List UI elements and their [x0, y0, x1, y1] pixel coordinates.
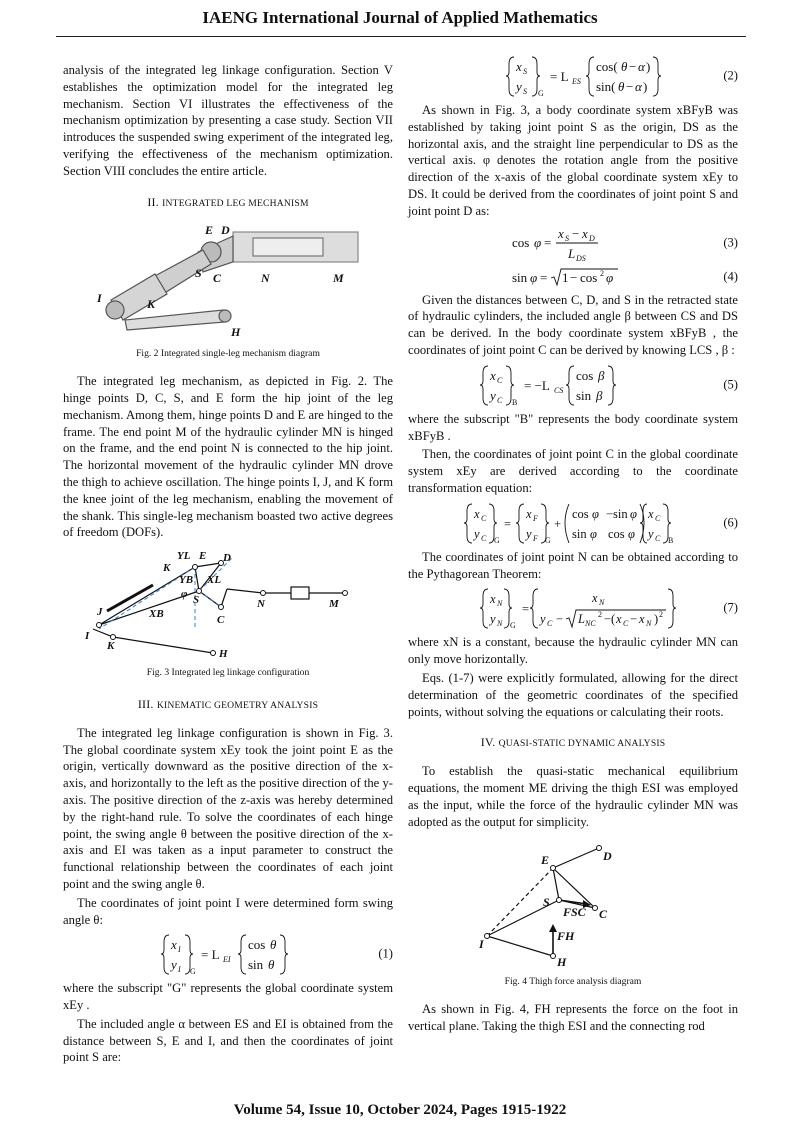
constant-xn-paragraph: where xN is a constant, because the hydraulic cylinder MN can only move horizontally. [408, 635, 738, 667]
pythagorean-paragraph: The coordinates of joint point N can be obtained according to the Pythagorean Theorem: [408, 549, 738, 581]
svg-text:θ: θ [268, 957, 275, 973]
svg-text:α: α [638, 59, 645, 74]
fig3-label-s: S [193, 594, 200, 607]
svg-text:x: x [558, 225, 564, 241]
svg-text:=: = [544, 234, 552, 250]
equation-1 [63, 932, 393, 976]
figure-4 [408, 844, 738, 970]
equation-6-formula [408, 501, 698, 545]
subscript-b-paragraph: where the subscript "B" represents the body coordinate system xBFyB . [408, 411, 738, 443]
fig4-description-paragraph: As shown in Fig. 4, FH represents the force on the foot in vertical plane. Taking the thigh ESI and the connecting rod [408, 1002, 738, 1033]
kinematics-paragraph-3: where the subscript "G" represents the global coordinate system xEy . [63, 981, 393, 1013]
equation-2-formula [408, 54, 698, 98]
svg-text:y: y [648, 526, 654, 541]
svg-text:C: C [547, 619, 553, 629]
section-4-heading [408, 734, 738, 753]
svg-text:C: C [655, 533, 661, 543]
svg-text:= L: = L [201, 947, 220, 963]
equation-5 [408, 363, 738, 407]
fig3-label-h: H [219, 648, 228, 661]
fig3-label-phi: φ [181, 588, 188, 601]
fig2-label-d: D [221, 223, 230, 238]
fig2-label-c: C [213, 271, 222, 286]
equation-6-number: (6) [723, 515, 738, 530]
quasi-static-paragraph: To establish the quasi-static mechanical equilibrium equations, the moment ME driving the thigh ESI was employed as the input, while the force of the hydraulic cylinder MN was adopted as the output for simplicity. [408, 764, 738, 829]
svg-text:−: − [629, 59, 637, 74]
svg-text:C: C [497, 395, 503, 405]
svg-text:B: B [512, 397, 518, 407]
mechanism-paragraph: The integrated leg mechanism, as depicted in Fig. 2. The hinge points D, C, S, and E form the hip joint of the leg mechanism. Among them, hinge points D and E are hinged to the frame. The end point M of the hydraulic cylinder MN is hinged on the frame, and the end point N is connected to the hip joint. The horizontal movement of the hydraulic cylinder MN drove the thigh to achieve oscillation. The hinge points I, J, and K form the knee joint of the leg mechanism, enabling the movement of the shank. This single-leg mechanism boasted two active degrees of freedom (DOFs). [63, 374, 393, 540]
equation-2-number: (2) [723, 68, 738, 83]
svg-text:β: β [598, 367, 605, 383]
fig2-label-n: N [261, 271, 270, 286]
equation-3-number: (3) [723, 235, 738, 250]
fig4-label-i: I [479, 937, 484, 952]
svg-text:cos: cos [248, 937, 266, 953]
equation-5-number: (5) [723, 377, 738, 392]
svg-text:−: − [556, 612, 564, 627]
svg-text:φ: φ [606, 269, 614, 285]
svg-text:NC: NC [585, 619, 596, 629]
fig3-label-i: I [85, 630, 90, 643]
svg-text:N: N [599, 598, 605, 608]
fig4-label-s: S [543, 895, 550, 910]
svg-text:sin: sin [512, 269, 528, 285]
svg-text:x: x [526, 506, 532, 521]
svg-text:S: S [523, 87, 527, 96]
svg-text:sin: sin [572, 526, 587, 541]
fig4-label-h: H [557, 955, 567, 969]
fig2-mechanism-drawing [93, 222, 363, 340]
svg-text:θ: θ [621, 59, 628, 74]
svg-text:2: 2 [600, 268, 604, 278]
svg-text:x: x [639, 612, 645, 627]
svg-text:φ: φ [592, 506, 599, 521]
fig3-label-j: J [97, 606, 103, 619]
eqs-summary-paragraph: Eqs. (1-7) were explicitly formulated, allowing for the direct determination of the geometric coordinates of the specified points, without solving the equations or calculating their roots. [408, 670, 738, 719]
section-title: QUASI-STATIC DYNAMIC ANALYSIS [498, 738, 666, 750]
intro-paragraph: analysis of the integrated leg linkage configuration. Section V establishes the optimization model for the integrated leg mechanism. Section VI illustrates the effectiveness of the mechanism optimization by presenting a case study. Section VII introduces the suspended swing experiment of the integrated leg, verifying the effectiveness of the mechanism optimization. Section VIII concludes the entire article. [63, 63, 393, 178]
svg-text:C: C [481, 533, 487, 543]
svg-text:y: y [540, 612, 546, 627]
fig3-label-yb: YB [179, 574, 194, 587]
svg-text:F: F [533, 513, 538, 523]
fig3-label-d: D [223, 552, 231, 565]
svg-text:C: C [481, 513, 487, 523]
svg-text:G: G [545, 535, 551, 545]
equation-7-number: (7) [723, 600, 738, 615]
svg-text:y: y [526, 526, 532, 541]
section-title: INTEGRATED LEG MECHANISM [162, 197, 309, 209]
svg-text:=: = [540, 269, 548, 285]
svg-text:): ) [643, 79, 648, 94]
svg-text:1: 1 [562, 269, 569, 285]
fig4-label-c: C [599, 907, 608, 922]
equation-2 [408, 54, 738, 98]
svg-text:C: C [655, 513, 661, 523]
svg-text:2: 2 [659, 610, 663, 620]
header-rule [56, 36, 746, 37]
svg-text:−: − [572, 225, 580, 241]
svg-text:F: F [533, 533, 538, 543]
fig2-label-h: H [231, 325, 241, 340]
fig3-caption: Fig. 3 Integrated leg linkage configuration [146, 667, 310, 679]
equation-4-formula [408, 266, 698, 288]
svg-text:S: S [565, 233, 569, 243]
svg-text:I: I [178, 945, 181, 955]
svg-text:y: y [171, 957, 177, 973]
fig3-label-yl: YL [177, 550, 191, 563]
fig3-label-m: M [329, 598, 339, 611]
section-number: IV. [480, 735, 496, 750]
svg-text:): ) [646, 59, 651, 74]
svg-text:−: − [626, 79, 634, 94]
equation-7 [408, 586, 738, 630]
body-frame-paragraph: As shown in Fig. 3, a body coordinate system xBFyB was established by taking joint point S as the origin, DS as the horizontal axis, and the straight line perpendicular to DS as the vertical axis. φ denotes the rotation angle from the positive direction of the x-axis of the global coordinate system xEy to DS. It could be derived from the coordinates of joint point S and joint point D as: [408, 103, 738, 218]
fig3-label-c: C [217, 614, 225, 627]
svg-text:EI: EI [223, 955, 231, 965]
fig3-label-xb: XB [149, 608, 164, 621]
fig2-caption: Fig. 2 Integrated single-leg mechanism diagram [136, 348, 320, 360]
svg-text:−(: −( [604, 612, 616, 627]
fig2-label-i: I [97, 291, 102, 306]
right-column [408, 50, 738, 1037]
svg-text:N: N [497, 599, 503, 609]
svg-text:ES: ES [572, 77, 581, 86]
svg-text:φ: φ [530, 269, 538, 285]
svg-text:−: − [570, 269, 578, 285]
svg-text:x: x [490, 367, 496, 383]
svg-text:y: y [516, 79, 522, 94]
svg-text:G: G [494, 535, 500, 545]
svg-text:cos: cos [608, 526, 625, 541]
fig2-label-k: K [147, 297, 156, 312]
svg-text:2: 2 [598, 610, 602, 620]
svg-text:y: y [490, 612, 496, 627]
svg-text:sin: sin [576, 387, 592, 403]
svg-text:φ: φ [630, 506, 637, 521]
svg-text:cos: cos [580, 269, 598, 285]
svg-text:x: x [616, 612, 622, 627]
kinematics-paragraph-1: The integrated leg linkage configuration is shown in Fig. 3. The global coordinate system xEy took the joint point E as the origin, vertically downward as the positive direction of the x-axis, and horizontally to the left as the positive direction of the y-axis. The positive direction of the z-axis was hereby determined by the right-hand rule. To solve the coordinates of each hinge point, the swing angle θ between the positive direction of the x-axis and EI was taken as a input parameter to construct the functional relationship between the coordinates of each joint point and the swing angle θ. [63, 725, 393, 891]
equation-4 [408, 266, 738, 288]
svg-text:sin: sin [248, 957, 264, 973]
svg-text:y: y [474, 526, 480, 541]
svg-text:=: = [522, 602, 530, 617]
svg-text:S: S [523, 67, 527, 76]
section-title: KINEMATIC GEOMETRY ANALYSIS [156, 699, 319, 711]
kinematics-paragraph-4: The included angle α between ES and EI is obtained from the distance between S, E and I, and then the coordinates of joint point S are: [63, 1016, 393, 1065]
svg-text:=: = [504, 516, 512, 531]
svg-text:DS: DS [576, 253, 586, 262]
fig4-label-e: E [541, 853, 550, 868]
svg-text:cos: cos [576, 367, 594, 383]
equation-3-formula [408, 224, 698, 262]
svg-text:G: G [510, 621, 516, 631]
svg-text:x: x [474, 506, 480, 521]
svg-text:β: β [596, 387, 603, 403]
svg-text:N: N [497, 619, 503, 629]
svg-text:x: x [171, 937, 177, 953]
svg-text:x: x [582, 225, 588, 241]
svg-text:θ: θ [270, 937, 277, 953]
included-angle-paragraph: Given the distances between C, D, and S in the retracted state of hydraulic cylinders, the included angle β between CS and DS can be derived. In the body coordinate system xBFyB , the coordinates of joint point C can be derived by knowing LCS , β : [408, 292, 738, 357]
svg-text:+: + [554, 516, 562, 531]
svg-text:−sin: −sin [606, 506, 628, 521]
svg-text:C: C [623, 619, 629, 629]
equation-1-number: (1) [378, 946, 393, 961]
svg-text:φ: φ [628, 526, 635, 541]
fig4-label-fsc: FSC [563, 905, 586, 920]
fig3-linkage-drawing [83, 549, 373, 661]
svg-text:G: G [190, 967, 196, 977]
fig4-caption: Fig. 4 Thigh force analysis diagram [504, 976, 642, 988]
section-3-heading [63, 696, 393, 715]
fig2-label-s: S [195, 266, 202, 281]
svg-text:= −L: = −L [524, 377, 550, 393]
svg-text:L: L [568, 245, 576, 261]
svg-text:G: G [538, 89, 544, 98]
fig3-label-k-bottom: K [107, 640, 115, 653]
svg-text:φ: φ [590, 526, 597, 541]
svg-text:I: I [178, 965, 181, 975]
section-number: II. [147, 194, 159, 209]
fig3-label-k: K [163, 562, 171, 575]
svg-text:α: α [635, 79, 642, 94]
svg-text:cos(: cos( [596, 59, 618, 74]
fig4-label-d: D [603, 849, 612, 864]
fig3-label-xl: XL [207, 574, 222, 587]
svg-text:sin(: sin( [596, 79, 616, 94]
svg-text:θ: θ [618, 79, 625, 94]
equation-4-number: (4) [723, 269, 738, 284]
kinematics-paragraph-2: The coordinates of joint point I were determined form swing angle θ: [63, 895, 393, 927]
left-column [63, 62, 393, 1068]
svg-text:D: D [589, 233, 595, 243]
svg-text:C: C [497, 375, 503, 385]
equation-6 [408, 501, 738, 545]
fig2-label-m: M [333, 271, 344, 286]
svg-text:= L: = L [550, 69, 569, 84]
fig3-label-e: E [199, 550, 207, 563]
transformation-paragraph: Then, the coordinates of joint point C in the global coordinate system xEy are derived according to the coordinate transformation equation: [408, 447, 738, 495]
svg-text:N: N [646, 619, 652, 629]
svg-text:CS: CS [554, 385, 564, 395]
svg-text:cos: cos [572, 506, 589, 521]
fig4-force-drawing [473, 844, 673, 968]
fig2-label-e: E [205, 223, 214, 238]
svg-text:x: x [490, 592, 496, 607]
journal-footer: Volume 54, Issue 10, October 2024, Pages 1915-1922 [233, 1102, 567, 1118]
fig4-label-fh: FH [557, 929, 575, 944]
svg-text:x: x [648, 506, 654, 521]
section-number: III. [137, 696, 154, 711]
svg-text:cos: cos [512, 234, 530, 250]
svg-text:x: x [592, 591, 598, 606]
figure-3 [63, 549, 393, 661]
section-2-heading [63, 194, 393, 213]
equation-5-formula [408, 363, 698, 407]
equation-7-formula [408, 586, 698, 630]
figure-2 [63, 222, 393, 342]
svg-text:y: y [490, 387, 496, 403]
journal-header: IAENG International Journal of Applied Mathematics [202, 8, 598, 27]
svg-text:B: B [668, 535, 674, 545]
svg-text:−: − [630, 612, 638, 627]
equation-1-formula [63, 932, 353, 976]
svg-text:L: L [578, 612, 585, 627]
svg-text:φ: φ [534, 234, 542, 250]
svg-text:x: x [516, 59, 522, 74]
svg-text:): ) [654, 612, 659, 627]
fig3-label-n: N [257, 598, 265, 611]
equation-3 [408, 224, 738, 262]
